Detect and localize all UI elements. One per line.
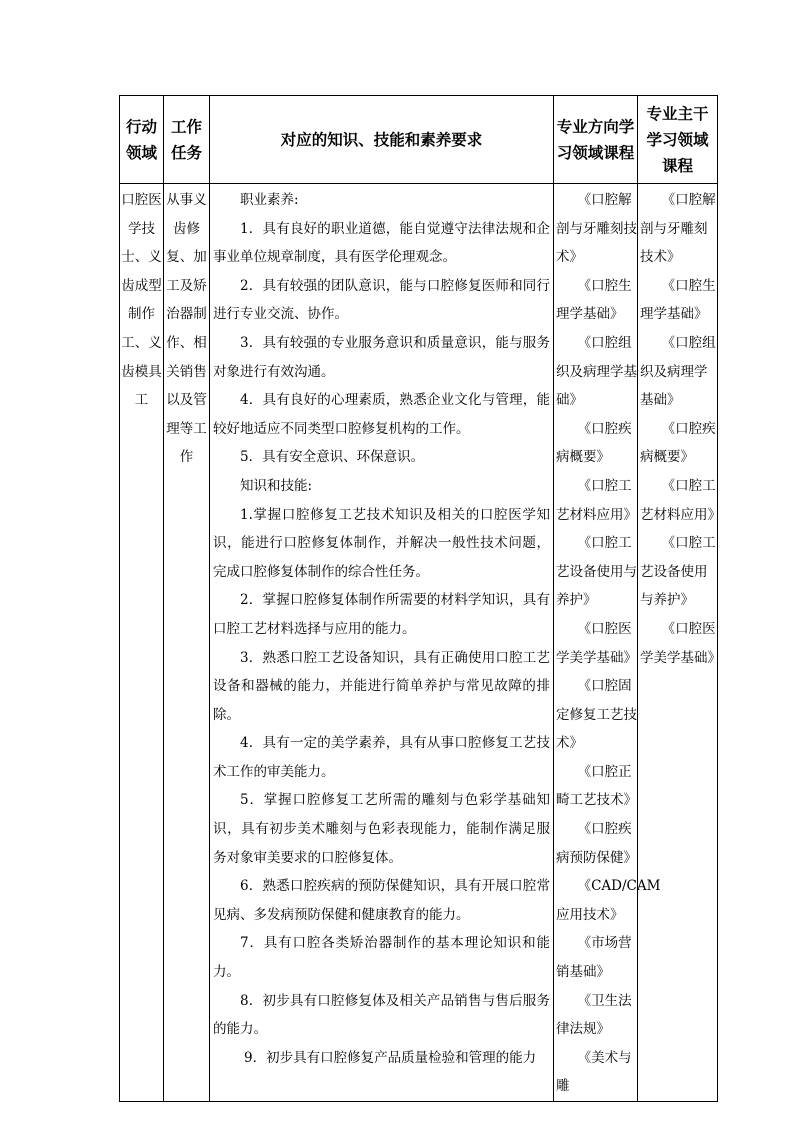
- work-task-line: 以及管: [166, 392, 207, 409]
- header-requirements: 对应的知识、技能和素养要求: [210, 96, 554, 184]
- requirement-paragraph: 3．具有较强的专业服务意识和质量意识，能与服务对象进行有效沟通。: [213, 334, 550, 380]
- work-task-line: 作: [179, 449, 194, 466]
- requirement-paragraph: 1．具有良好的职业道德，能自觉遵守法律法规和企事业单位规章制度，具有医学伦理观念。: [213, 220, 550, 266]
- direction-course: 《口腔疾病概要》: [556, 420, 632, 466]
- header-core-courses: 专业主干 学习领域 课程: [638, 96, 718, 184]
- direction-course: 《口腔医学美学基础》: [556, 620, 637, 666]
- header-direction-courses: 专业方向学 习领域课程: [554, 96, 638, 184]
- direction-course: 《卫生法律法规》: [556, 992, 632, 1038]
- requirement-paragraph: 职业素养:: [240, 192, 299, 208]
- direction-course: 《口腔工艺材料应用》: [556, 477, 637, 523]
- core-course: 《口腔解剖与牙雕刻技术》: [640, 192, 716, 266]
- requirement-paragraph: 3．熟悉口腔工艺设备知识，具有正确使用口腔工艺设备和器械的能力，并能进行简单养护与常见故障的排除。: [213, 649, 550, 723]
- direction-courses-cell: [554, 184, 661, 1102]
- requirement-paragraph: 5．具有安全意识、环保意识。: [240, 449, 425, 466]
- core-course: 《口腔工艺设备使用与养护》: [640, 535, 716, 609]
- requirement-paragraph: 2．具有较强的团队意识，能与口腔修复医师和同行进行专业交流、协作。: [213, 277, 550, 323]
- core-course: 《口腔生理学基础》: [640, 277, 716, 323]
- direction-course: 《市场营销基础》: [556, 935, 632, 981]
- action-domain-cell: [120, 184, 164, 1102]
- requirement-paragraph: 7．具有口腔各类矫治器制作的基本理论知识和能力。: [213, 935, 550, 981]
- action-domain-line: 工: [134, 392, 149, 409]
- core-course: 《口腔组织及病理学基础》: [640, 334, 716, 409]
- requirement-paragraph: 2．掌握口腔修复体制作所需要的材料学知识，具有口腔工艺材料选择与应用的能力。: [213, 592, 550, 637]
- action-domain-line: 工、义: [121, 334, 162, 351]
- curriculum-table: [119, 95, 721, 1102]
- action-domain-line: 学技: [128, 220, 155, 237]
- work-task-line: 从事义: [166, 192, 207, 208]
- work-task-line: 作、相: [166, 334, 207, 351]
- direction-course: 《美术与雕: [556, 1049, 632, 1095]
- requirement-paragraph: 6．熟悉口腔疾病的预防保健知识，具有开展口腔常见病、多发病预防保健和健康教育的能力。: [213, 878, 550, 923]
- core-course: 《口腔疾病概要》: [640, 420, 716, 466]
- action-domain-line: 齿成型: [121, 277, 162, 294]
- direction-course: 《口腔组织及病理学基础》: [556, 334, 637, 409]
- core-course: 《口腔工艺材料应用》: [640, 477, 721, 523]
- action-domain-line: 制作: [128, 306, 155, 323]
- direction-course: 《口腔解剖与牙雕刻技术》: [556, 192, 637, 266]
- action-domain-line: 口腔医: [121, 192, 162, 208]
- header-work-task: 工作 任务: [164, 96, 210, 184]
- direction-course: 《口腔正畸工艺技术》: [556, 763, 637, 809]
- core-course: 《口腔医学美学基础》: [640, 620, 721, 666]
- header-row: [120, 96, 718, 184]
- work-task-line: 复、加: [166, 249, 207, 266]
- header-action-domain: 行动 领域: [120, 96, 164, 184]
- requirement-paragraph: 1.掌握口腔修复工艺技术知识及相关的口腔医学知识，能进行口腔修复体制作，并解决一般性技术问题，完成口腔修复体制作的综合性任务。: [213, 506, 550, 580]
- work-task-cell: [164, 184, 210, 1102]
- content-row: [120, 184, 718, 1102]
- requirement-paragraph: 9．初步具有口腔修复产品质量检验和管理的能力: [244, 1049, 537, 1066]
- requirements-cell: [210, 184, 554, 1102]
- direction-course: 《CAD/CAM应用技术》: [556, 878, 661, 923]
- work-task-line: 齿修: [173, 220, 200, 237]
- work-task-line: 工及矫: [166, 277, 207, 294]
- work-task-line: 关销售: [166, 363, 207, 380]
- direction-course: 《口腔工艺设备使用与养护》: [556, 535, 637, 609]
- requirement-paragraph: 知识和技能:: [240, 477, 313, 494]
- work-task-line: 理等工: [166, 420, 207, 437]
- direction-course: 《口腔疾病预防保健》: [556, 821, 637, 866]
- requirement-paragraph: 4．具有一定的美学素养，具有从事口腔修复工艺技术工作的审美能力。: [213, 735, 550, 780]
- requirement-paragraph: 8．初步具有口腔修复体及相关产品销售与售后服务的能力。: [213, 992, 550, 1038]
- core-courses-cell: [638, 184, 721, 1102]
- requirement-paragraph: 4．具有良好的心理素质，熟悉企业文化与管理，能较好地适应不同类型口腔修复机构的工作。: [213, 392, 550, 437]
- work-task-line: 治器制: [166, 306, 207, 323]
- direction-course: 《口腔固定修复工艺技术》: [556, 678, 637, 752]
- requirement-paragraph: 5．掌握口腔修复工艺所需的雕刻与色彩学基础知识，具有初步美术雕刻与色彩表现能力，能制作满足服务对象审美要求的口腔修复体。: [213, 792, 550, 866]
- direction-course: 《口腔生理学基础》: [556, 277, 632, 323]
- action-domain-line: 士、义: [121, 249, 162, 266]
- action-domain-line: 齿模具: [121, 363, 162, 380]
